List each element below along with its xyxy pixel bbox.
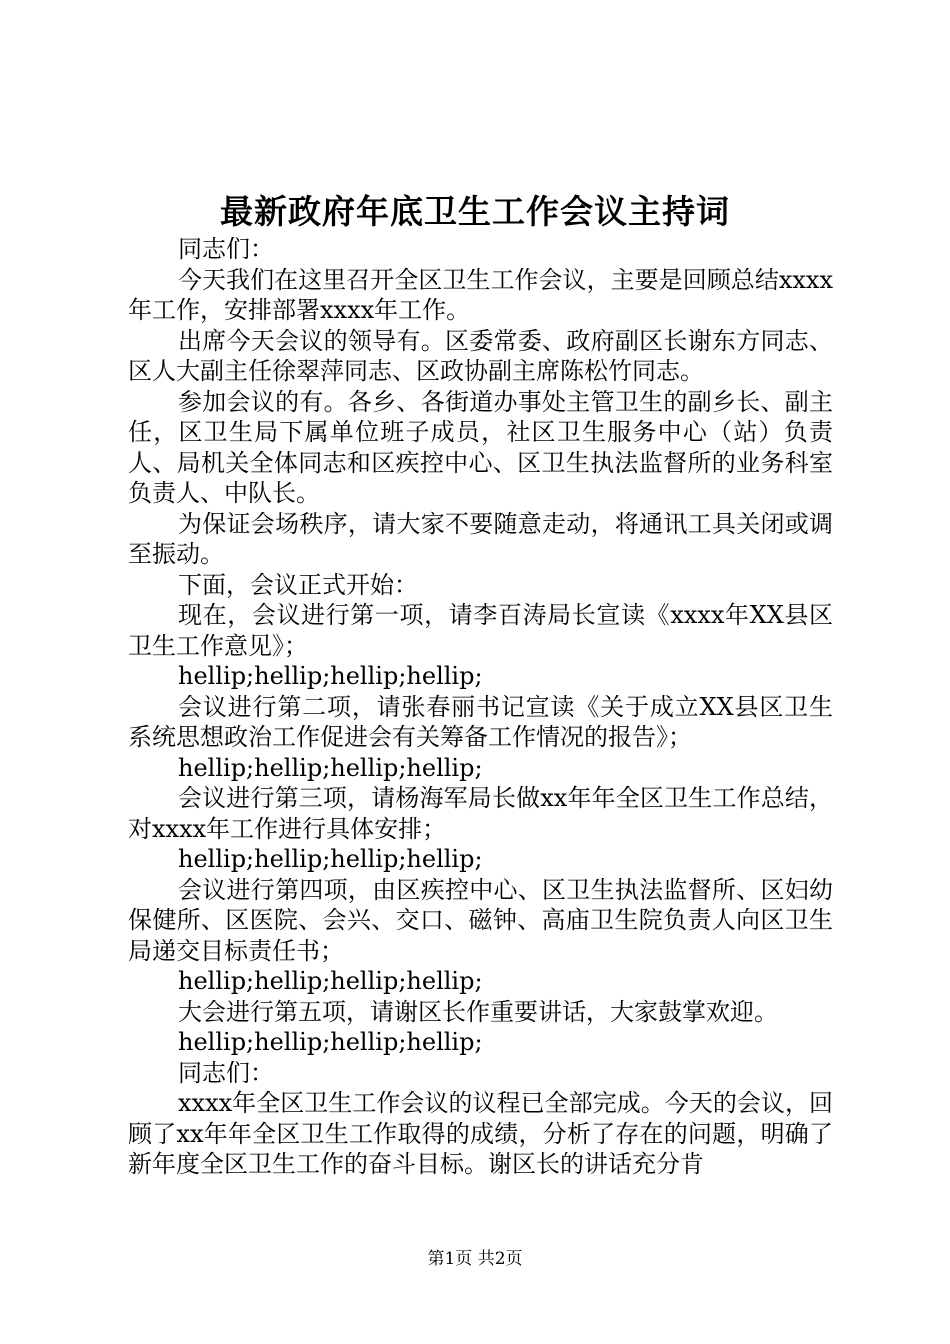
paragraph: hellip;hellip;hellip;hellip; (178, 967, 483, 995)
paragraph: 同志们： (178, 235, 274, 263)
paragraph: 参加会议的有。各乡、各街道办事处主管卫生的副乡长、副主任，区卫生局下属单位班子成员，社区卫生服务中心（站）负责人、局机关全体同志和区疾控中心、区卫生执法监督所的业务科室负责人、中队长。 (128, 387, 833, 507)
paragraph: xxxx年全区卫生工作会议的议程已全部完成。今天的会议，回顾了xx年年全区卫生工作取得的成绩，分析了存在的问题，明确了新年度全区卫生工作的奋斗目标。谢区长的讲话充分肯 (128, 1089, 833, 1178)
paragraph: hellip;hellip;hellip;hellip; (178, 845, 483, 873)
paragraph: 会议进行第二项，请张春丽书记宣读《关于成立XX县区卫生系统思想政治工作促进会有关筹备工作情况的报告》； (128, 692, 833, 751)
page-footer: 第1页 共2页 (427, 1249, 523, 1269)
document-body (128, 234, 833, 1180)
paragraph: 今天我们在这里召开全区卫生工作会议，主要是回顾总结xxxx年工作，安排部署xxxx年工作。 (128, 265, 833, 324)
paragraph: hellip;hellip;hellip;hellip; (178, 753, 483, 782)
paragraph: hellip;hellip;hellip;hellip; (178, 1028, 483, 1056)
paragraph: 大会进行第五项，请谢区长作重要讲话，大家鼓掌欢迎。 (178, 997, 778, 1026)
paragraph: 现在，会议进行第一项，请李百涛局长宣读《xxxx年XX县区卫生工作意见》； (128, 601, 833, 660)
paragraph: 会议进行第四项，由区疾控中心、区卫生执法监督所、区妇幼保健所、区医院、会兴、交口、磁钟、高庙卫生院负责人向区卫生局递交目标责任书； (128, 875, 833, 965)
paragraph: 同志们： (178, 1058, 274, 1087)
paragraph: 为保证会场秩序，请大家不要随意走动，将通讯工具关闭或调至振动。 (128, 509, 833, 568)
paragraph: 出席今天会议的领导有。区委常委、政府副区长谢东方同志、区人大副主任徐翠萍同志、区政协副主席陈松竹同志。 (128, 326, 833, 385)
paragraph: 下面，会议正式开始： (178, 570, 418, 599)
paragraph: 会议进行第三项，请杨海军局长做xx年年全区卫生工作总结，对xxxx年工作进行具体安排； (128, 784, 833, 843)
document-title: 最新政府年底卫生工作会议主持词 (220, 192, 730, 231)
paragraph: hellip;hellip;hellip;hellip; (178, 662, 483, 690)
